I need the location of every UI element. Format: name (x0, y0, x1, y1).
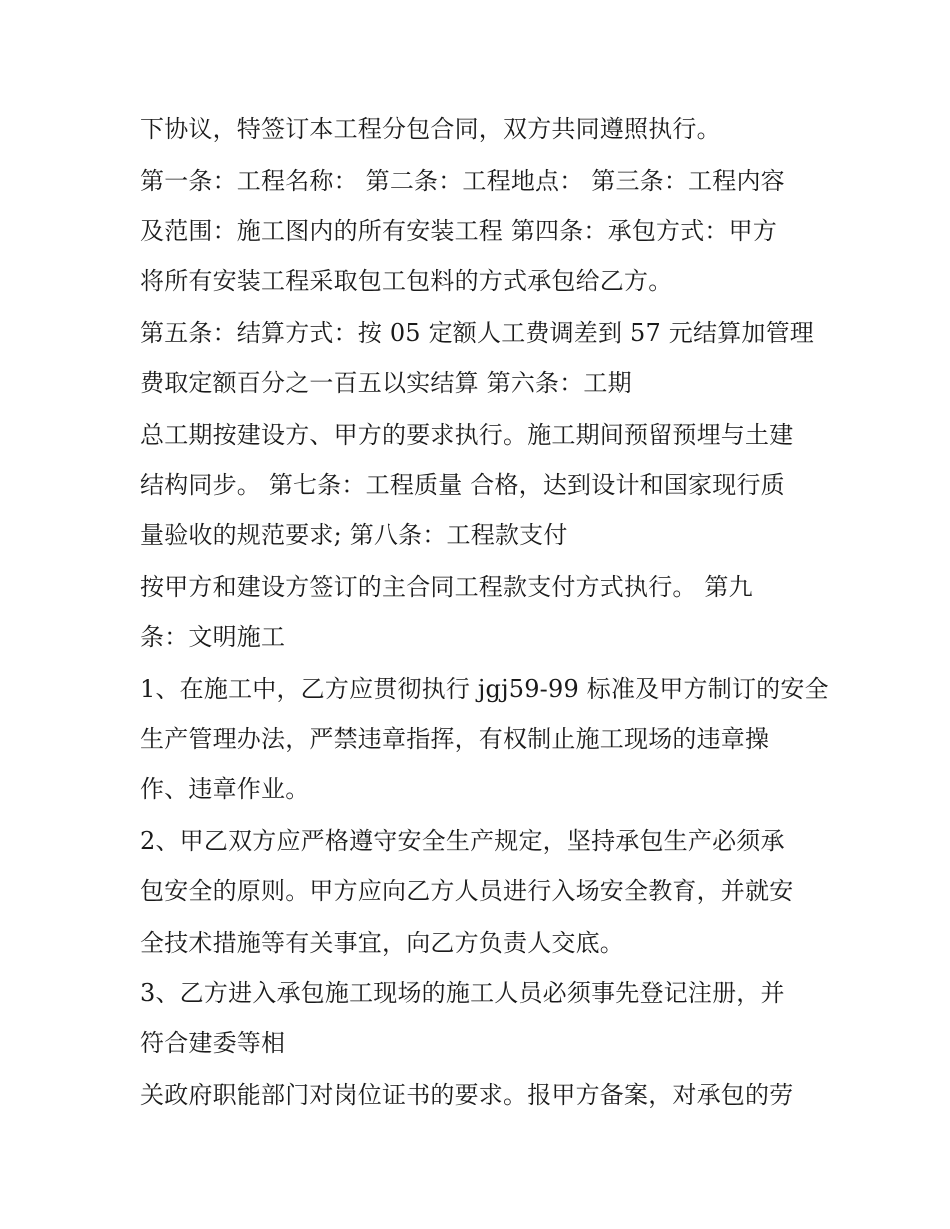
text-line-16: 包安全的原则。甲方应向乙方人员进行入场安全教育，并就安 (140, 877, 794, 905)
text-line-14: 作、违章作业。 (140, 775, 310, 803)
text-line-5: 第五条：结算方式：按 05 定额人工费调差到 57 元结算加管理 (140, 319, 814, 347)
text-line-12: 1、在施工中，乙方应贯彻执行 jgj59-99 标准及甲方制订的安全 (140, 675, 829, 703)
text-line-20: 关政府职能部门对岗位证书的要求。报甲方备案，对承包的劳 (140, 1081, 794, 1109)
text-line-11: 条：文明施工 (140, 623, 286, 651)
text-line-3: 及范围：施工图内的所有安装工程 第四条：承包方式：甲方 (140, 217, 778, 245)
text-line-1: 下协议，特签订本工程分包合同，双方共同遵照执行。 (140, 115, 721, 143)
text-line-19: 符合建委等相 (140, 1029, 286, 1057)
text-line-13: 生产管理办法，严禁违章指挥，有权制止施工现场的违章操 (140, 725, 770, 753)
text-line-15: 2、甲乙双方应严格遵守安全生产规定，坚持承包生产必须承 (140, 827, 785, 855)
text-line-17: 全技术措施等有关事宜，向乙方负责人交底。 (140, 929, 624, 957)
text-line-9: 量验收的规范要求; 第八条：工程款支付 (140, 521, 568, 549)
text-line-2: 第一条：工程名称： 第二条：工程地点： 第三条：工程内容 (140, 167, 785, 195)
text-line-18: 3、乙方进入承包施工现场的施工人员必须事先登记注册，并 (140, 979, 785, 1007)
text-line-8: 结构同步。 第七条：工程质量 合格，达到设计和国家现行质 (140, 471, 785, 499)
text-line-10: 按甲方和建设方签订的主合同工程款支付方式执行。 第九 (140, 573, 753, 601)
text-line-4: 将所有安装工程采取包工包料的方式承包给乙方。 (140, 267, 673, 295)
text-line-7: 总工期按建设方、甲方的要求执行。施工期间预留预埋与土建 (140, 421, 794, 449)
text-line-6: 费取定额百分之一百五以实结算 第六条：工期 (140, 369, 632, 397)
